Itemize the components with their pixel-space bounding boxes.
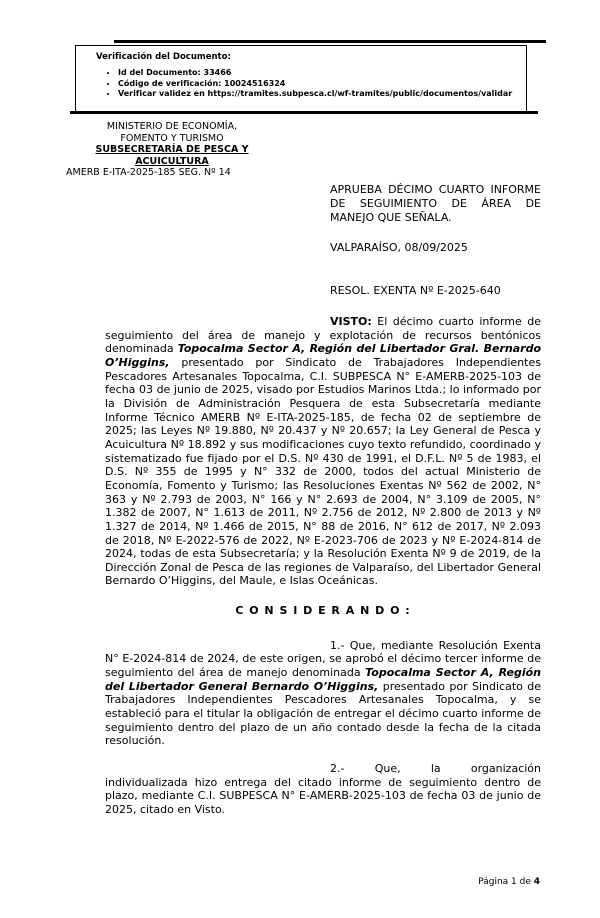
resolution-number: RESOL. EXENTA Nº E-2025-640 xyxy=(330,284,501,297)
considerando-item-1 xyxy=(105,639,541,748)
place-and-date: VALPARAÍSO, 08/09/2025 xyxy=(330,241,468,254)
visto-text-2: presentado por Sindicato de Trabajadores Independientes Pescadores Artesanales Topocalma, C.I. SUBPESCA N° E-AMERB-2025-103 de fecha 03 de junio de 2025, visado por Estudios Marinos Ltda.; lo informado por la División de Administración Pesquera de esta Subsecretaría mediante Informe Técnico AMERB Nº E-ITA-2025-185, de fecha 02 de septiembre de 2025; las Leyes Nº 19.880, Nº 20.437 y Nº 20.657; la Ley General de Pesca y Acuicultura Nº 18.892 y sus modificaciones cuyo texto refundido, coordinado y sistematizado fue fijado por el D.S. Nº 430 de 1991, el D.F.L. Nº 5 de 1983, el D.S. Nº 355 de 1995 y N° 332 de 2000, todos del actual Ministerio de Economía, Fomento y Turismo; las Resoluciones Exentas Nº 562 de 2002, N° 363 y Nº 2.793 de 2003, N° 166 y N° 2.693 de 2004, N° 3.109 de 2005, N° 1.382 de 2007, N° 1.613 de 2011, Nº 2.756 de 2012, Nº 2.800 de 2013 y Nº 1.327 de 2014, Nº 1.466 de 2015, N° 88 de 2016, N° 612 de 2017, Nº 2.093 de 2018, Nº E-2022-576 de 2022, Nº E-2023-706 de 2023 y Nº E-2024-814 de 2024, todas de esta Subsecretaría; y la Resolución Exenta Nº 9 de 2019, de la Dirección Zonal de Pesca de las regiones de Valparaíso, del Libertador General Bernardo O’Higgins, del Maule, e Islas Oceánicas. xyxy=(105,355,541,588)
document-body xyxy=(105,315,541,817)
page-number-label: Página 1 de xyxy=(478,877,534,887)
amerb-reference: AMERB E-ITA-2025-185 SEG. Nº 14 xyxy=(66,167,231,178)
visto-label: VISTO: xyxy=(330,315,372,328)
visto-paragraph xyxy=(105,315,541,588)
page-footer xyxy=(478,877,540,887)
considerando-1-text-2: presentado por Sindicato de Trabajadores Independientes Pescadores Artesanales Topocalma, y se estableció para el titular la obligación de entregar el décimo cuarto informe de seguimiento dentro del plazo de un año contado desde la fecha de la citada resolución. xyxy=(105,679,541,748)
verification-list xyxy=(96,68,518,100)
considerando-1-text-1: 1.- Que, mediante Resolución Exenta N° E-2024-814 de 2024, de este origen, se aprobó el décimo tercer informe de seguimiento del área de manejo denominada xyxy=(105,638,541,680)
resolution-subject: APRUEBA DÉCIMO CUARTO INFORME DE SEGUIMIENTO DE ÁREA DE MANEJO QUE SEÑALA. xyxy=(330,183,541,224)
considerando-heading: C O N S I D E R A N D O : xyxy=(235,604,411,618)
subsecretaria-line: SUBSECRETARÍA DE PESCA Y ACUICULTURA xyxy=(95,144,249,167)
verification-box-top-accent xyxy=(114,40,546,43)
verification-item-url: • Verificar validez en https://tramites.subpesca.cl/wf-tramites/public/documentos/validar xyxy=(118,89,518,100)
considerando-1-area-name: Topocalma Sector A, Región del Libertador General Bernardo O’Higgins, xyxy=(105,666,541,693)
letterhead xyxy=(58,121,286,179)
verification-box xyxy=(75,45,527,112)
verification-item-document-id: • Id del Documento: 33466 xyxy=(118,68,518,79)
verification-item-code: • Código de verificación: 10024516324 xyxy=(118,79,518,90)
page-total: 4 xyxy=(533,877,540,887)
ministry-line-2: FOMENTO Y TURISMO xyxy=(120,132,224,144)
visto-area-name: Topocalma Sector A, Región del Libertador Gral. Bernardo O’Higgins, xyxy=(105,342,542,369)
verification-box-bottom-accent xyxy=(70,111,538,114)
ministry-line-1: MINISTERIO DE ECONOMÍA, xyxy=(106,121,238,132)
considerando-item-2: 2.- Que, la organización individualizada hizo entrega del citado informe de seguimiento dentro de plazo, mediante C.I. SUBPESCA N° E-AMERB-2025-103 de fecha 03 de junio de 2025, citado en Visto. xyxy=(105,762,541,816)
visto-text-1: El décimo cuarto informe de seguimiento del área de manejo y explotación de recursos bentónicos denominada xyxy=(105,315,541,356)
verification-title: Verificación del Documento: xyxy=(96,52,231,62)
